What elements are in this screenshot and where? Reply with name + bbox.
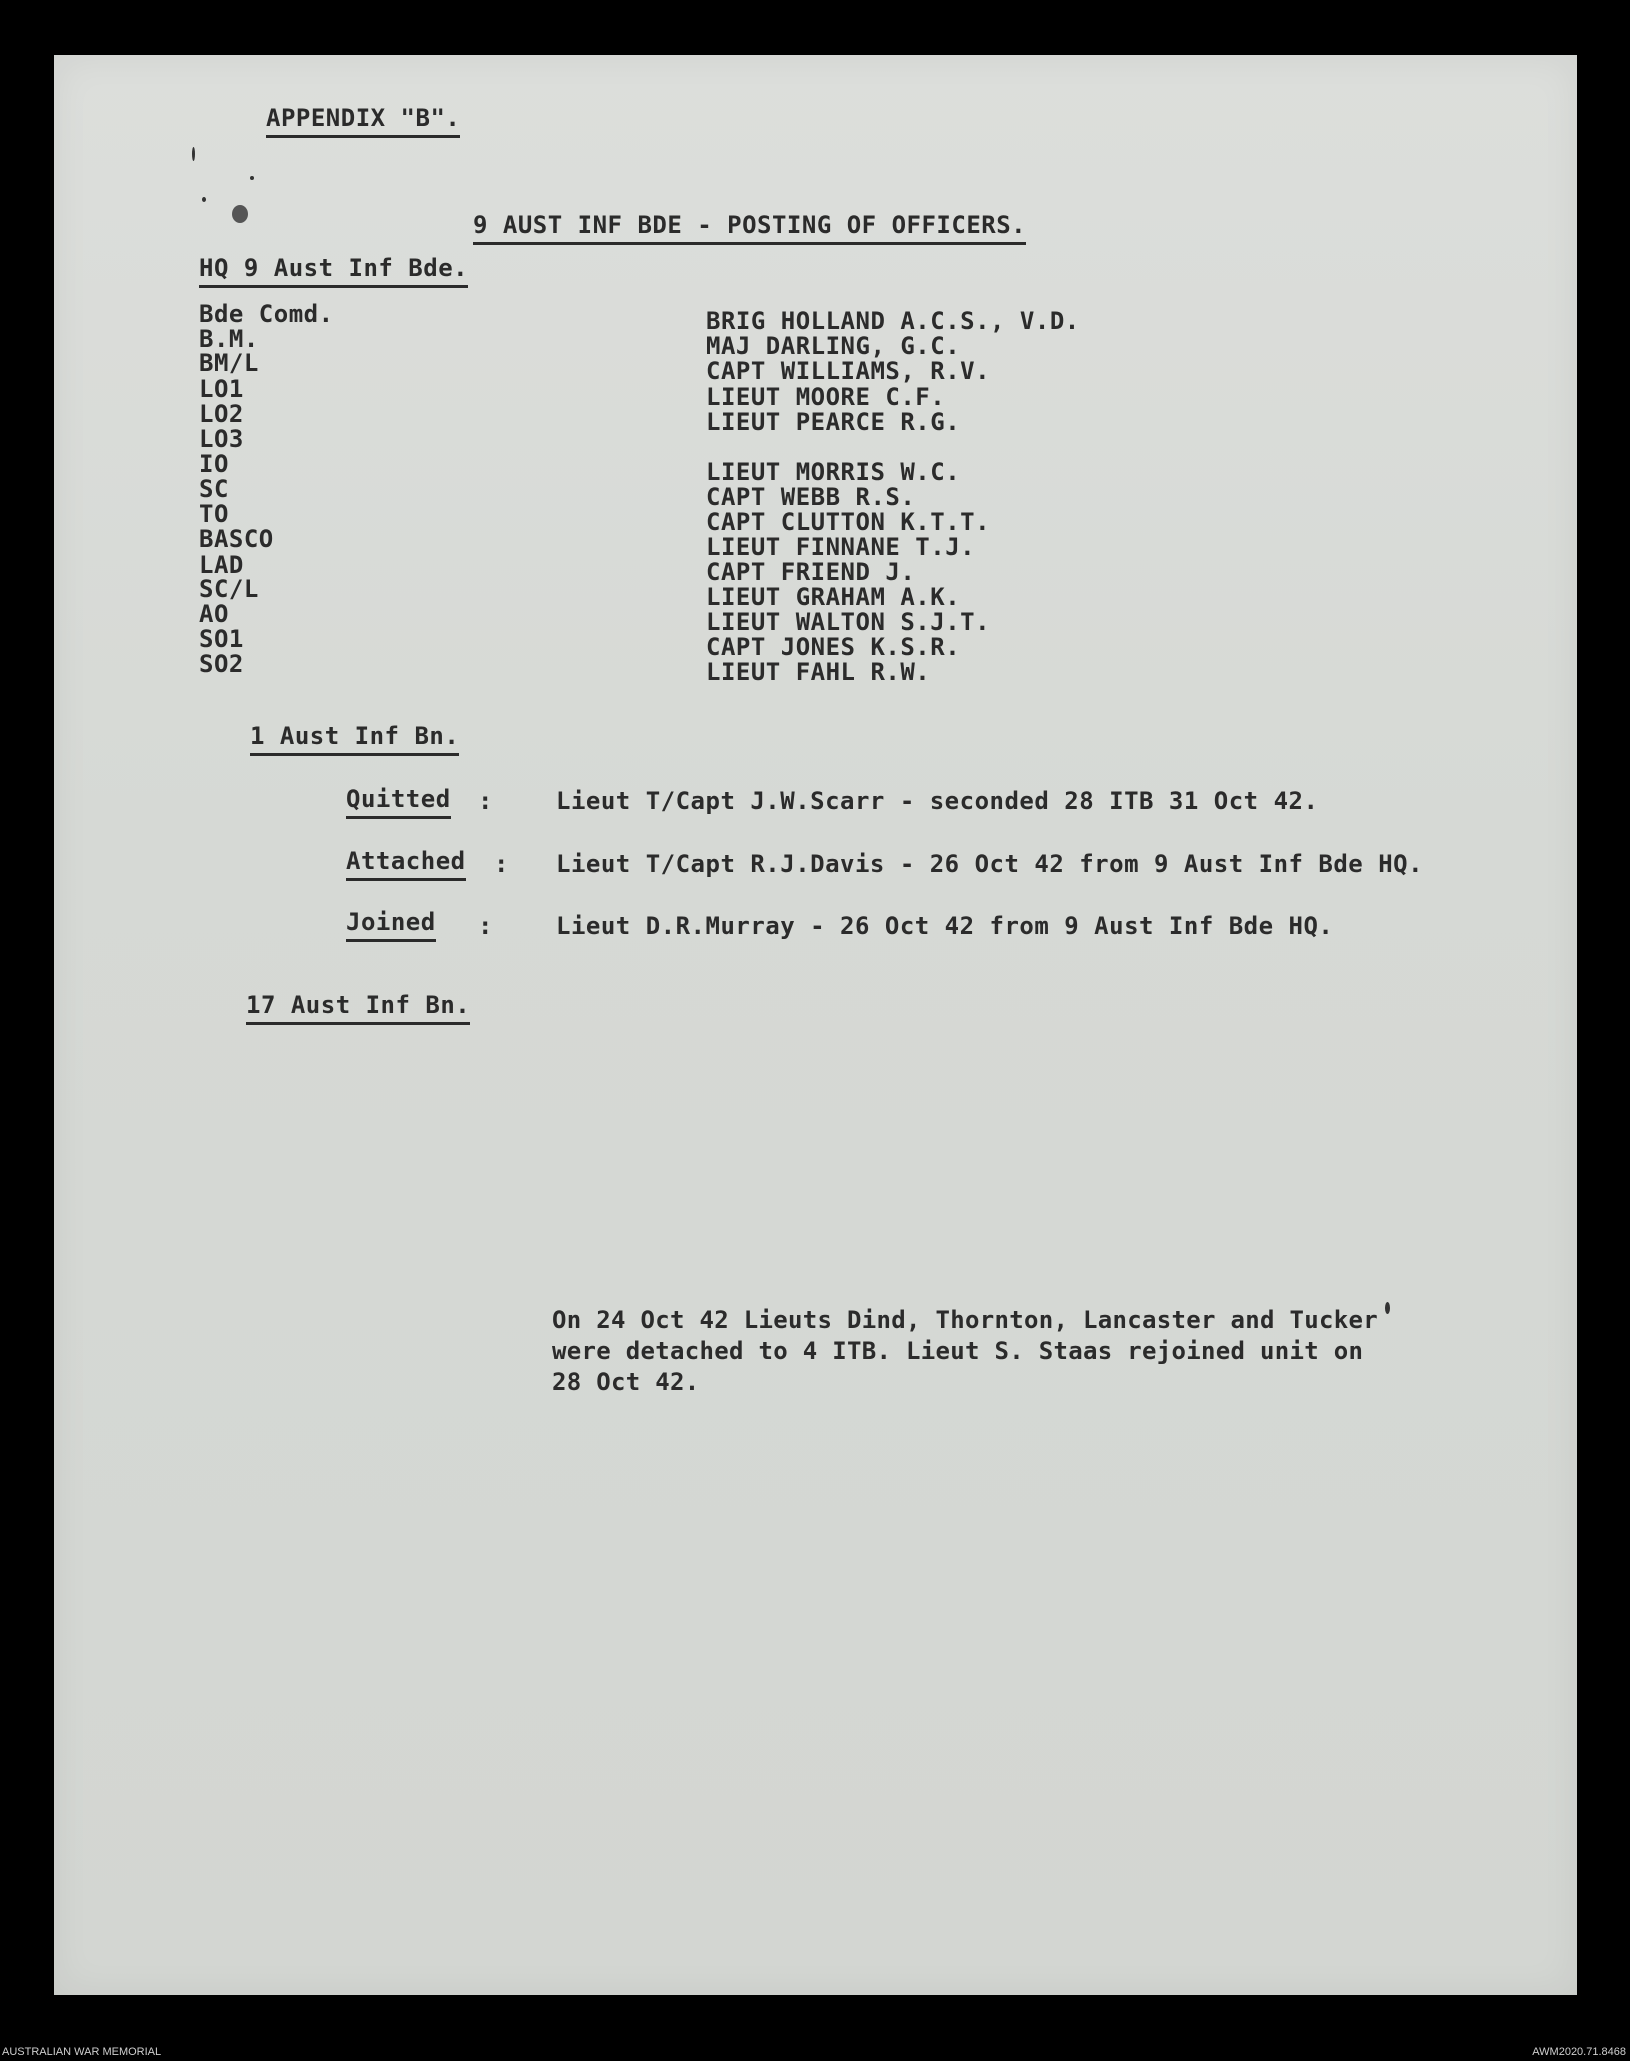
- entry-label: Attached: [346, 847, 466, 881]
- appendix-label: APPENDIX "B".: [266, 104, 460, 138]
- entry-separator: :: [478, 787, 493, 815]
- officer-name: LIEUT WALTON S.J.T.: [706, 608, 991, 636]
- role-label: SO1: [199, 625, 244, 653]
- role-label: SO2: [199, 650, 244, 678]
- entry-label: Joined: [346, 908, 436, 942]
- role-label: TO: [199, 500, 229, 528]
- role-label: IO: [199, 450, 229, 478]
- officer-name: LIEUT FAHL R.W.: [706, 658, 931, 686]
- officer-name: MAJ DARLING, G.C.: [706, 332, 961, 360]
- entry-label: Quitted: [346, 785, 451, 819]
- officer-name: CAPT CLUTTON K.T.T.: [706, 508, 991, 536]
- role-label: BASCO: [199, 525, 274, 553]
- officer-name: CAPT FRIEND J.: [706, 558, 916, 586]
- margin-mark: [250, 176, 254, 180]
- officer-name: LIEUT PEARCE R.G.: [706, 408, 961, 436]
- officer-name: BRIG HOLLAND A.C.S., V.D.: [706, 307, 1080, 335]
- entry-text: Lieut T/Capt R.J.Davis - 26 Oct 42 from 9 Aust Inf Bde HQ.: [556, 850, 1424, 878]
- role-label: BM/L: [199, 349, 259, 377]
- role-label: AO: [199, 600, 229, 628]
- role-label: SC: [199, 475, 229, 503]
- footer-right: AWM2020.71.8468: [1532, 2046, 1626, 2058]
- entry-text: Lieut D.R.Murray - 26 Oct 42 from 9 Aust Inf Bde HQ.: [556, 912, 1334, 940]
- role-label: SC/L: [199, 575, 259, 603]
- entry-text: Lieut T/Capt J.W.Scarr - seconded 28 ITB 31 Oct 42.: [556, 787, 1319, 815]
- officer-name: LIEUT MORRIS W.C.: [706, 458, 961, 486]
- role-label: LAD: [199, 551, 244, 579]
- officer-name: LIEUT FINNANE T.J.: [706, 533, 976, 561]
- officer-name: CAPT WILLIAMS, R.V.: [706, 357, 991, 385]
- margin-mark: [192, 147, 195, 161]
- officer-name: CAPT JONES K.S.R.: [706, 633, 961, 661]
- bn17-paragraph: On 24 Oct 42 Lieuts Dind, Thornton, Lancaster and Tucker were detached to 4 ITB. Lieut S. Staas rejoined unit on 28 Oct 42.: [552, 1306, 1378, 1396]
- margin-mark: [202, 197, 206, 202]
- margin-mark: [232, 205, 248, 223]
- role-label: B.M.: [199, 325, 259, 353]
- footer-left: AUSTRALIAN WAR MEMORIAL: [2, 2046, 162, 2058]
- role-label: LO2: [199, 400, 244, 428]
- role-label: LO1: [199, 375, 244, 403]
- hq-heading: HQ 9 Aust Inf Bde.: [199, 254, 468, 288]
- entry-separator: :: [494, 850, 509, 878]
- entry-separator: :: [478, 912, 493, 940]
- role-label: Bde Comd.: [199, 300, 334, 328]
- officer-name: CAPT WEBB R.S.: [706, 483, 916, 511]
- page-title: 9 AUST INF BDE - POSTING OF OFFICERS.: [473, 211, 1026, 245]
- officer-name: LIEUT GRAHAM A.K.: [706, 583, 961, 611]
- officer-name: LIEUT MOORE C.F.: [706, 383, 946, 411]
- role-label: LO3: [199, 425, 244, 453]
- bn17-heading: 17 Aust Inf Bn.: [246, 991, 470, 1025]
- document-page: [54, 55, 1577, 1995]
- bn1-heading: 1 Aust Inf Bn.: [250, 722, 459, 756]
